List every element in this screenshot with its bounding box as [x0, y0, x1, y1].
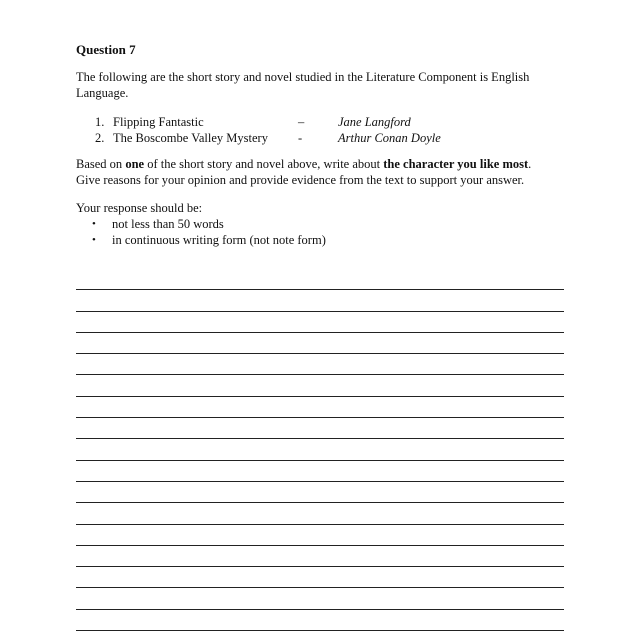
- answer-line[interactable]: [76, 503, 564, 524]
- answer-line[interactable]: [76, 354, 564, 375]
- work-number: 1.: [95, 115, 105, 129]
- instruction-text: Based on: [76, 157, 126, 171]
- answer-line[interactable]: [76, 610, 564, 631]
- works-list: [95, 114, 495, 146]
- answer-area[interactable]: [76, 269, 564, 631]
- work-item: [95, 130, 495, 146]
- question-title: Question 7: [76, 42, 136, 57]
- criteria-text: not less than 50 words: [112, 217, 224, 231]
- work-item: [95, 114, 495, 130]
- work-number: 2.: [95, 131, 105, 145]
- answer-line[interactable]: [76, 418, 564, 439]
- work-title: The Boscombe Valley Mystery: [113, 131, 268, 145]
- answer-line[interactable]: [76, 333, 564, 354]
- work-separator: -: [298, 131, 303, 145]
- answer-line[interactable]: [76, 482, 564, 503]
- answer-line[interactable]: [76, 439, 564, 460]
- answer-line[interactable]: [76, 397, 564, 418]
- answer-line[interactable]: [76, 588, 564, 609]
- work-separator: –: [298, 115, 305, 129]
- criteria-text: in continuous writing form (not note form): [112, 233, 326, 247]
- work-author: Jane Langford: [338, 115, 411, 129]
- work-title: Flipping Fantastic: [113, 115, 204, 129]
- answer-line[interactable]: [76, 375, 564, 396]
- answer-line[interactable]: [76, 567, 564, 588]
- answer-line[interactable]: [76, 461, 564, 482]
- answer-line[interactable]: [76, 269, 564, 290]
- question-instruction: [76, 156, 556, 188]
- instruction-text: of the short story and novel above, write about: [144, 157, 384, 171]
- instruction-emphasis-character: the character you like most: [383, 157, 529, 171]
- question-intro: The following are the short story and novel studied in the Literature Component is English Language.: [76, 70, 530, 100]
- bullet-icon: •: [92, 234, 96, 246]
- instruction-text: .: [528, 157, 532, 171]
- instruction-line2: Give reasons for your opinion and provide evidence from the text to support your answer.: [76, 173, 525, 187]
- work-author: Arthur Conan Doyle: [338, 131, 441, 145]
- answer-line[interactable]: [76, 546, 564, 567]
- response-heading: Your response should be:: [76, 201, 203, 215]
- answer-line[interactable]: [76, 525, 564, 546]
- answer-line[interactable]: [76, 312, 564, 333]
- bullet-icon: •: [92, 218, 96, 230]
- instruction-emphasis-one: one: [125, 157, 145, 171]
- answer-line[interactable]: [76, 290, 564, 311]
